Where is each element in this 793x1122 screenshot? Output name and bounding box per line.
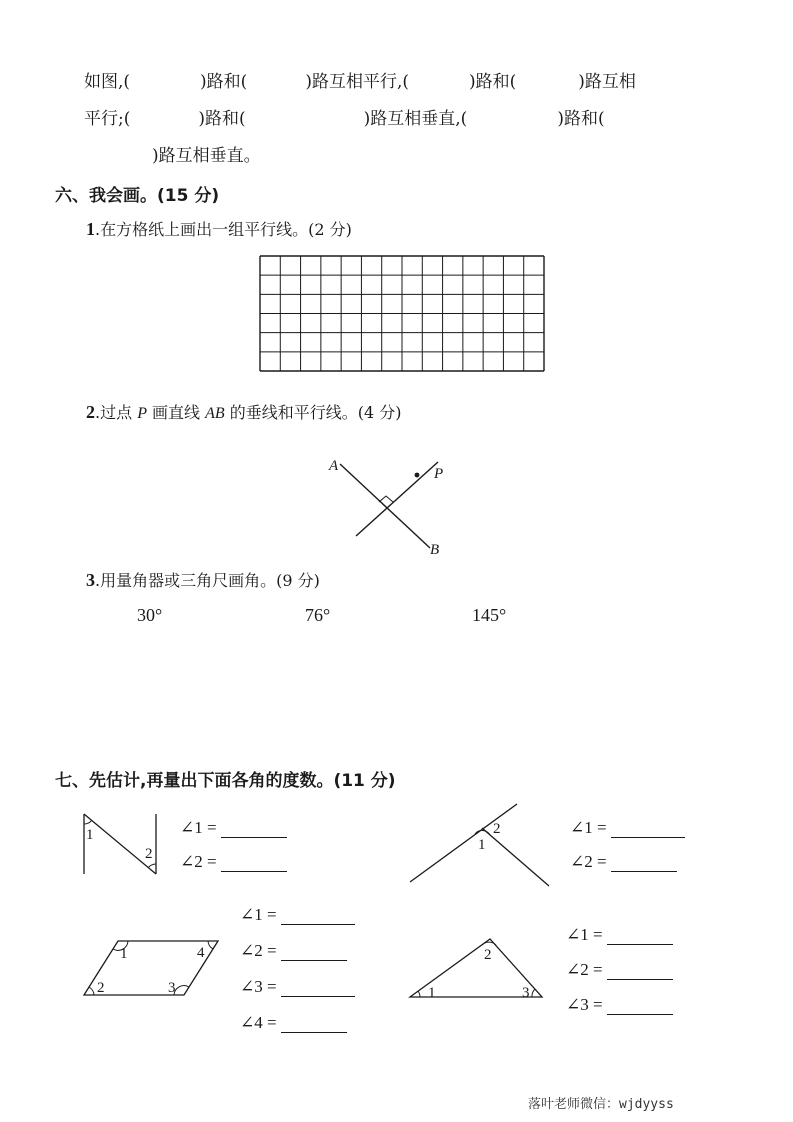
intro-line-3 [152, 146, 261, 166]
figure-2 [405, 800, 555, 890]
perpendicular-figure[interactable] [320, 450, 460, 560]
fig3-answer-3 [240, 977, 355, 997]
angle-label: ∠2 = [180, 852, 217, 871]
fig1-angle1-arc [84, 820, 92, 824]
answer-blank[interactable] [611, 857, 677, 872]
fig3-answer-2 [240, 941, 347, 961]
fig3-answer-4 [240, 1013, 347, 1033]
fig1-diagonal [84, 814, 156, 874]
angle-label: ∠2 = [570, 852, 607, 871]
intro-text: )路互相平行,( [305, 72, 409, 92]
fig2-answer-1 [570, 818, 685, 838]
fig1-answer-2 [180, 852, 287, 872]
q1-title [86, 217, 352, 240]
fig1-answer-1 [180, 818, 287, 838]
section-7-title: 七、先估计,再量出下面各角的度数。(11 分) [55, 771, 396, 791]
intro-text: )路互相垂直,( [363, 109, 468, 129]
answer-blank[interactable] [607, 1000, 673, 1015]
right-angle-mark [379, 496, 393, 502]
fig3-label-1: 1 [120, 946, 128, 962]
q3-text: .用量角器或三角尺画角。(9 分) [95, 571, 320, 590]
fig3-answer-1 [240, 905, 355, 925]
angle-label: ∠2 = [240, 941, 277, 960]
q2-line-ab: AB [205, 405, 225, 422]
intro-text: 如图,( [84, 72, 131, 92]
answer-blank[interactable] [221, 823, 287, 838]
fig4-label-2: 2 [484, 947, 492, 963]
intro-text: 平行;( [84, 109, 131, 129]
fig3-label-2: 2 [97, 980, 105, 996]
q3-number: 3 [86, 570, 95, 590]
q1-text: .在方格纸上画出一组平行线。(2 分) [95, 220, 352, 239]
intro-text: )路和( [200, 72, 248, 92]
answer-blank[interactable] [281, 1018, 347, 1033]
q2-text: .过点 [95, 403, 138, 422]
fig4-label-3: 3 [522, 985, 530, 1001]
fig2-label-1: 1 [478, 837, 486, 853]
angle-label: ∠1 = [570, 818, 607, 837]
q2-text: 画直线 [146, 403, 206, 422]
angle-label: ∠2 = [566, 960, 603, 979]
intro-text: )路和( [198, 109, 246, 129]
answer-blank[interactable] [607, 965, 673, 980]
q1-number: 1 [86, 219, 95, 239]
fig1-label-2: 2 [145, 846, 153, 862]
answer-blank[interactable] [281, 910, 355, 925]
label-a: A [329, 458, 339, 474]
crossing-line [356, 462, 438, 536]
answer-blank[interactable] [281, 946, 347, 961]
answer-blank[interactable] [611, 823, 685, 838]
angle-label: ∠3 = [240, 977, 277, 996]
fig3-angle4-arc [208, 941, 213, 949]
angle-label: ∠4 = [240, 1013, 277, 1032]
answer-blank[interactable] [607, 930, 673, 945]
angle-145-label: 145° [472, 605, 507, 625]
fig4-answer-1 [566, 925, 673, 945]
fig4-angle1-arc [418, 991, 420, 997]
angle-label: ∠3 = [566, 995, 603, 1014]
label-b: B [430, 542, 440, 558]
fig2-ray-1 [410, 804, 517, 882]
fig2-answer-2 [570, 852, 677, 872]
section-6-title: 六、我会画。(15 分) [55, 186, 220, 206]
angle-30-label: 30° [137, 605, 163, 625]
fig3-angle2-arc [89, 987, 94, 995]
fig4-angle3-arc [532, 989, 535, 997]
intro-text: )路互相 [578, 72, 636, 92]
figure-1 [80, 812, 165, 880]
fig1-angle2-arc [148, 864, 156, 868]
q2-number: 2 [86, 402, 95, 422]
angle-label: ∠1 = [240, 905, 277, 924]
intro-text: )路互相垂直。 [152, 146, 261, 166]
fig1-label-1: 1 [86, 827, 94, 843]
intro-line-1 [84, 72, 636, 92]
figure-4 [406, 935, 546, 1001]
fig3-label-3: 3 [168, 980, 176, 996]
fig4-answer-3 [566, 995, 673, 1015]
intro-text: )路和( [557, 109, 605, 129]
angle-label: ∠1 = [566, 925, 603, 944]
label-p: P [434, 466, 444, 482]
angle-label: ∠1 = [180, 818, 217, 837]
point-p [415, 473, 420, 478]
intro-line-2 [84, 109, 605, 129]
q2-point-p: P [137, 405, 147, 422]
angle-76-label: 76° [305, 605, 331, 625]
q3-title [86, 568, 320, 591]
figure-3 [82, 937, 222, 999]
fig4-answer-2 [566, 960, 673, 980]
answer-blank[interactable] [221, 857, 287, 872]
fig2-label-2: 2 [493, 821, 501, 837]
q2-text: 的垂线和平行线。(4 分) [224, 403, 402, 422]
intro-text: )路和( [468, 72, 517, 92]
grid-paper[interactable] [259, 255, 545, 372]
fig4-label-1: 1 [428, 985, 436, 1001]
footer-contact: 落叶老师微信：wjdyyss [528, 1097, 674, 1112]
answer-blank[interactable] [281, 982, 355, 997]
fig3-label-4: 4 [197, 945, 205, 961]
q2-title [86, 400, 402, 423]
